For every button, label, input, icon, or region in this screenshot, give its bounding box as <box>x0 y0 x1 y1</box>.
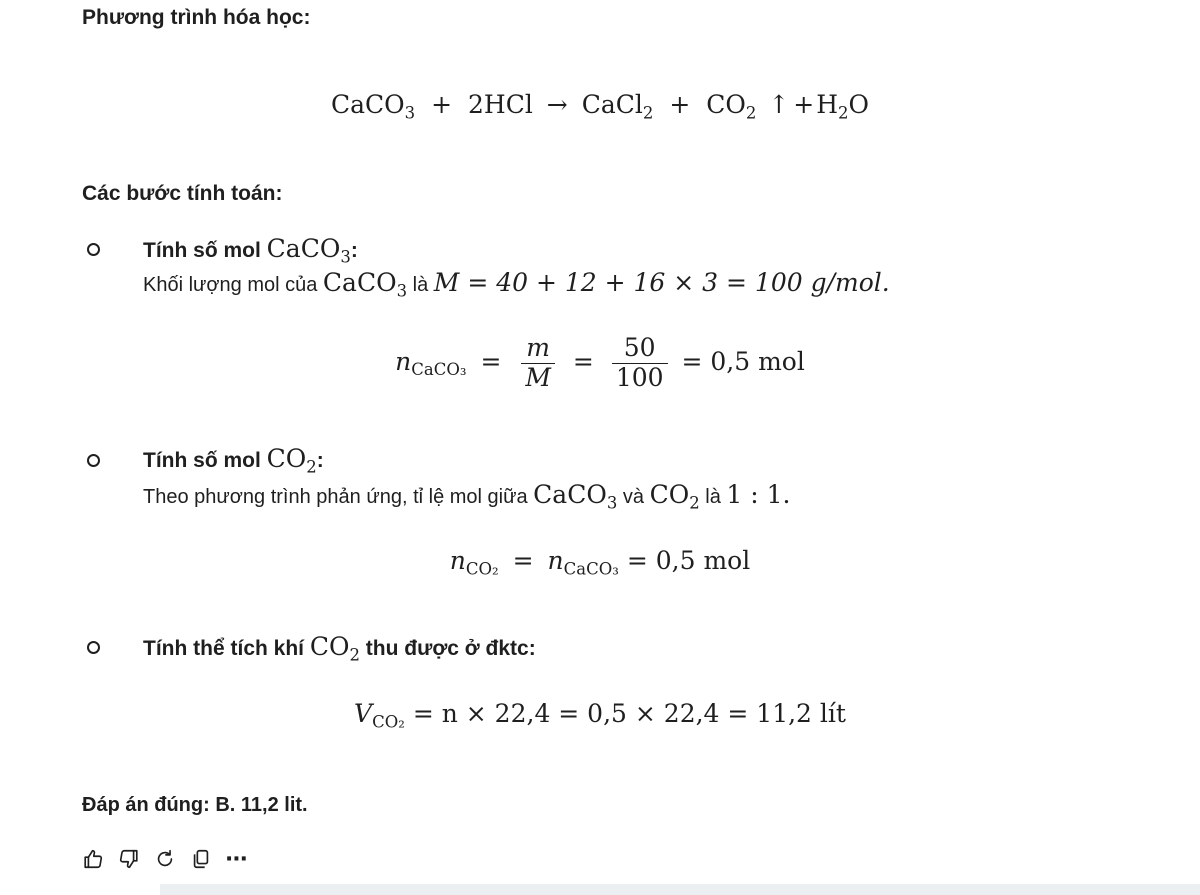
equation-heading: Phương trình hóa học: <box>82 6 311 29</box>
thumbs-up-icon[interactable] <box>82 846 104 872</box>
step-3-equation: $V_{CO_2} = n \times 22,4 = 0,5 \times 22,4 = 11,2$ lít <box>354 699 846 732</box>
bullet-step-2 <box>87 454 100 467</box>
bottom-edge-strip <box>160 884 1200 895</box>
more-icon[interactable]: ⋯ <box>225 846 249 871</box>
bullet-step-1 <box>87 243 100 256</box>
step-1-equation: $n_{CaCO_3}$ = $\frac{m}{M}$ = $\frac{50}{100}$ = 0,5 mol <box>395 333 805 392</box>
chemical-equation: CaCO$_3$ + 2HCl → CaCl$_2$ + $CO_2$ ↑ $+H_2O$ <box>330 90 870 123</box>
steps-heading: Các bước tính toán: <box>82 182 283 205</box>
step-2-title: Tính số mol $CO_2$: <box>143 444 324 477</box>
step-2-text: Theo phương trình phản ứng, tỉ lệ mol giữa CaCO$_3$ và $CO_2$ là 1 : 1. <box>143 480 791 513</box>
final-answer: Đáp án đúng: B. 11,2 lit. <box>82 794 308 816</box>
response-toolbar <box>82 846 248 872</box>
step-1-text: Khối lượng mol của CaCO$_3$ là M = 40 + 12 + 16 × 3 = 100 g/mol. <box>143 268 890 301</box>
thumbs-down-icon[interactable] <box>118 846 140 872</box>
step-1-title: Tính số mol CaCO$_3$: <box>143 234 358 267</box>
step-3-title: Tính thể tích khí $CO_2$ thu được ở đktc: <box>143 632 536 665</box>
regenerate-icon[interactable] <box>154 846 176 872</box>
step-2-equation: $n_{CO_2} = n_{CaCO_3} = 0,5$ mol <box>449 546 751 579</box>
bullet-step-3 <box>87 641 100 654</box>
copy-icon[interactable] <box>190 846 212 872</box>
